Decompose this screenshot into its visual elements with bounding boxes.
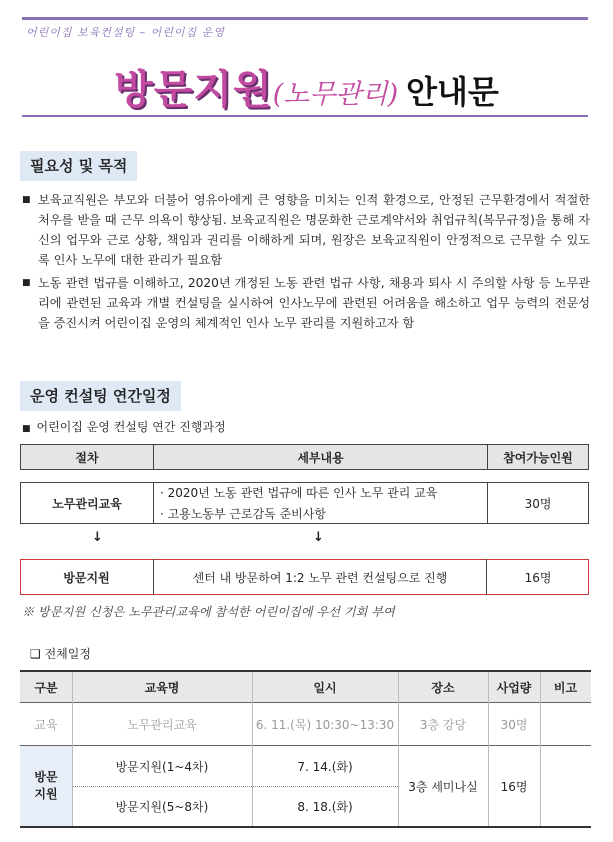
schedule-bottom-rule bbox=[20, 826, 591, 828]
schedule-visit-remark bbox=[540, 746, 591, 826]
header-top-rule bbox=[22, 17, 588, 20]
page-title bbox=[0, 58, 613, 115]
schedule-col-name: 교육명 bbox=[72, 672, 252, 702]
header-bottom-rule bbox=[22, 115, 588, 117]
square-bullet-icon: ■ bbox=[22, 424, 31, 434]
schedule-intro bbox=[22, 418, 226, 435]
schedule-edu-place: 3층 강당 bbox=[419, 717, 467, 732]
schedule-edu-category: 교육 bbox=[34, 717, 58, 732]
schedule-col-category: 구분 bbox=[20, 672, 72, 702]
flow-detail-line: · 2020년 노동 관련 법규에 따른 인사 노무 관리 교육 bbox=[160, 486, 438, 500]
schedule-grid-line bbox=[540, 672, 541, 826]
schedule-grid-line bbox=[488, 672, 489, 826]
schedule-edu-remark bbox=[540, 703, 591, 745]
schedule-visit-category: 방문 지원 bbox=[20, 746, 72, 826]
schedule-grid-line bbox=[72, 672, 73, 826]
schedule-edu-name: 노무관리교육 bbox=[127, 717, 197, 732]
schedule-visit-name: 방문지원(1~4차) bbox=[115, 759, 209, 774]
purpose-bullet-2 bbox=[22, 273, 590, 333]
priority-note: ※ 방문지원 신청은 노무관리교육에 참석한 어린이집에 우선 기회 부여 bbox=[22, 605, 395, 619]
down-arrow-icon: ↓ bbox=[313, 530, 324, 545]
schedule-col-date: 일시 bbox=[252, 672, 398, 702]
title-suffix: 안내문 bbox=[406, 73, 499, 111]
schedule-visit-name: 방문지원(5~8차) bbox=[115, 800, 209, 814]
section-heading-purpose: 필요성 및 목적 bbox=[20, 151, 137, 181]
purpose-bullet-text: 보육교직원은 부모와 더불어 영유아에게 큰 영향을 미치는 인적 환경으로, 안정된 근무환경에서 적절한 처우를 받을 때 근무 의욕이 향상됨. 보육교직원은 명문화한 근로계약서와 취업규칙(복무규정)을 통해 자신의 업무와 근로 상황, 책임과 권리를 이해하게 되며, 원장은 보육교직원이 안정적으로 근무할 수 있도록 인사 노무에 대한 관리가 필요함 bbox=[38, 193, 590, 267]
schedule-grid-line bbox=[252, 672, 253, 826]
flow-step-visit: 방문지원 bbox=[20, 559, 154, 595]
flow-detail-visit: 센터 내 방문하여 1:2 노무 관련 컨설팅으로 진행 bbox=[154, 559, 487, 595]
header-subtitle: 어린이집 보육컨설팅 – 어린이집 운영 bbox=[26, 26, 225, 39]
title-main: 방문지원 bbox=[114, 67, 273, 113]
purpose-bullet-1 bbox=[22, 190, 590, 270]
flow-detail-line: · 고용노동부 근로감독 준비사항 bbox=[160, 507, 326, 521]
schedule-grid-line bbox=[398, 672, 399, 826]
schedule-visit-date: 7. 14.(화) bbox=[297, 759, 353, 774]
flow-detail-education bbox=[153, 482, 488, 524]
down-arrow-icon: ↓ bbox=[92, 530, 103, 545]
flow-capacity-education: 30명 bbox=[487, 482, 589, 524]
flow-step-education: 노무관리교육 bbox=[20, 482, 154, 524]
schedule-visit-amount: 16명 bbox=[500, 779, 528, 794]
square-bullet-icon: ■ bbox=[22, 278, 31, 288]
schedule-subrow-divider bbox=[72, 786, 398, 787]
schedule-edu-amount: 30명 bbox=[500, 717, 528, 732]
flow-header-capacity: 참여가능인원 bbox=[487, 444, 589, 470]
flow-header-detail: 세부내용 bbox=[153, 444, 488, 470]
schedule-visit-place: 3층 세미나실 bbox=[408, 779, 478, 794]
schedule-visit-date: 8. 18.(화) bbox=[297, 800, 353, 814]
schedule-intro-text: 어린이집 운영 컨설팅 연간 진행과정 bbox=[36, 420, 226, 434]
title-paren: (노무관리) bbox=[272, 79, 399, 110]
section-heading-schedule: 운영 컨설팅 연간일정 bbox=[20, 381, 181, 411]
square-bullet-icon: ■ bbox=[22, 195, 31, 205]
purpose-bullet-text: 노동 관련 법규를 이해하고, 2020년 개정된 노동 관련 법규 사항, 채용과 퇴사 시 주의할 사항 등 노무관리에 관련된 교육과 개별 컨설팅을 실시하여 인사노무에 관련된 어려움을 해소하고 업무 능력의 전문성을 증진시켜 어린이집 운영의 체계적인 인사 노무 관리를 지원하고자 함 bbox=[38, 276, 590, 330]
schedule-col-amount: 사업량 bbox=[488, 672, 540, 702]
flow-capacity-visit: 16명 bbox=[524, 570, 552, 585]
schedule-col-place: 장소 bbox=[398, 672, 488, 702]
full-schedule-heading: ❑ 전체일정 bbox=[30, 647, 91, 661]
schedule-col-remark: 비고 bbox=[540, 672, 591, 702]
schedule-edu-date: 6. 11.(목) 10:30~13:30 bbox=[255, 717, 395, 732]
flow-header-step: 절차 bbox=[20, 444, 154, 470]
